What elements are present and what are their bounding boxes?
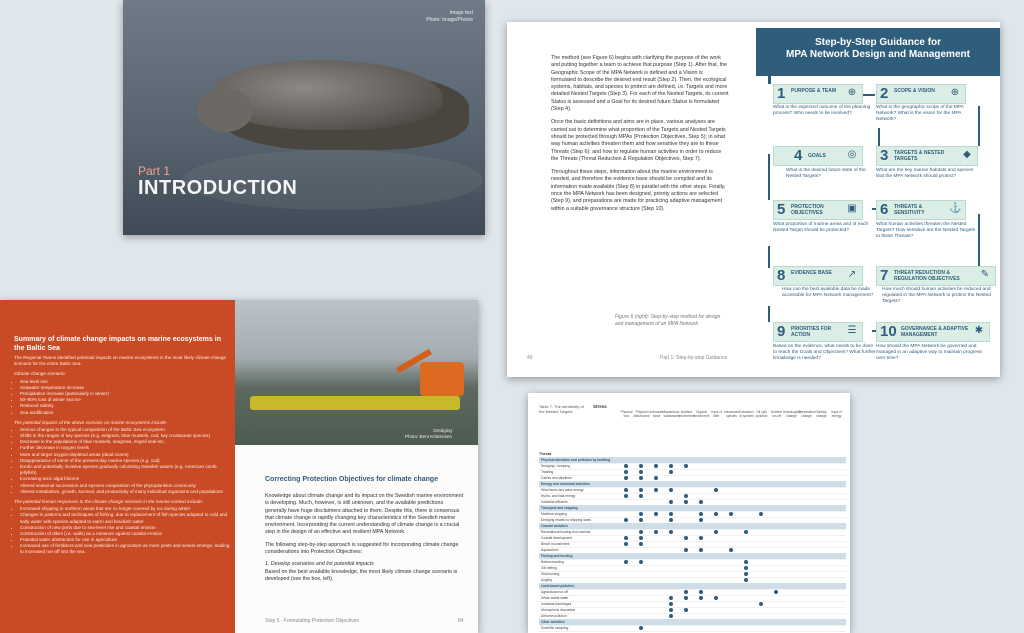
guidance-page <box>507 22 1000 377</box>
step-4-box <box>773 146 863 166</box>
scenario-heading: Climate change scenario: <box>14 371 66 377</box>
step-number: 2 <box>880 85 889 102</box>
sensitivity-dot <box>684 500 688 504</box>
sensitivity-dot <box>654 512 658 516</box>
list-item: • Potential water abstraction for use in agriculture <box>20 537 232 543</box>
impacts-heading: The potential impacts of the above scenario on marine ecosystems include: <box>14 419 168 425</box>
sensitivity-dot <box>669 530 673 534</box>
sensitivity-dot <box>684 596 688 600</box>
column-header: Salinity change <box>816 410 827 418</box>
sensitivity-dot <box>639 476 643 480</box>
sensitivity-dot <box>669 470 673 474</box>
column-header: Hazardous substances <box>663 410 680 418</box>
step-1-box <box>773 84 863 104</box>
column-header: Temperature change <box>798 410 816 418</box>
sensitivity-dot <box>684 548 688 552</box>
column-header: Organic enrichment <box>693 410 710 418</box>
sensitivity-dot <box>624 560 628 564</box>
fish-icon: ◆ <box>963 149 971 160</box>
sensitivity-dot <box>714 530 718 534</box>
anchor-icon: ⚓ <box>949 203 962 214</box>
sensitivity-dot <box>639 488 643 492</box>
column-header: Hydrological change <box>783 410 801 418</box>
list-item: • Construction of new ports due to sea-level rise and coastal erosion <box>20 525 232 531</box>
chart-icon: ↗ <box>847 269 857 280</box>
sensitivity-dot <box>699 512 703 516</box>
step-2-box <box>876 84 966 104</box>
step-3-box <box>876 146 978 166</box>
footer-section: Part 1: Step-by-step Guidance <box>660 355 728 361</box>
step-label: PROTECTION OBJECTIVES <box>791 204 824 216</box>
row-label: Coastal development <box>541 536 572 540</box>
sensitivity-dot <box>714 596 718 600</box>
row-label: Angling <box>541 578 552 582</box>
step-label: EVIDENCE BASE <box>791 270 832 276</box>
list-item: • Increased use of fertilizers and new pesticides in agriculture as more pests and weeds emerge, leading to increased run-off into the sea <box>20 543 232 555</box>
flow-connector <box>878 128 880 146</box>
photo-credit-line: Photo: Bent Kristensen <box>405 433 452 439</box>
list-item: • Sea-level rise <box>20 379 232 385</box>
step-question: What is the expected outcome of the planning process? Who needs to be involved? <box>773 105 871 117</box>
sensitivity-dot <box>624 518 628 522</box>
impacts-list <box>14 427 232 495</box>
stress-label: Stress <box>593 404 607 409</box>
list-item: • Disappearance of some of the present-day marine species (e.g. cod) <box>20 458 232 464</box>
photo-credit-line: Image text <box>449 10 473 16</box>
row-label: Physical alteration and pollution by building <box>541 458 611 462</box>
list-item: • Changes in patterns and techniques of fishing, due to replacement of fish species adapted to cold and salty water with species adapted to warm and brackish water <box>20 512 232 524</box>
sensitivity-dot <box>684 590 688 594</box>
sensitivity-dot <box>714 488 718 492</box>
list-item: • Shifts in the ranges of key species (e.g. eelgrass, blue mussels, cod, key crustacean species) <box>20 433 232 439</box>
step-question: What proportion of marine areas and of each Nested Target should be protected? <box>773 222 869 234</box>
climate-page <box>0 300 478 633</box>
sensitivity-dot <box>714 512 718 516</box>
part-label: Part 1 <box>138 164 171 178</box>
globe-icon: ⊕ <box>950 87 960 98</box>
list-item: • Altered seasonal succession and species composition of the phytoplankton community <box>20 483 232 489</box>
step-5-box <box>773 200 863 220</box>
box-text <box>14 355 232 556</box>
section-body <box>265 493 465 588</box>
hammer-icon: ✎ <box>980 269 990 280</box>
step-label: PRIORITIES FOR ACTION <box>791 326 832 338</box>
list-item: • Serious changes in the typical composition of the Baltic Sea ecosystem <box>20 427 232 433</box>
photo-credit <box>426 10 473 23</box>
sensitivity-dot <box>654 476 658 480</box>
panel-header <box>756 28 1000 76</box>
sensitivity-dot <box>639 470 643 474</box>
column-header: Physical disturbance <box>633 410 650 418</box>
row-label: Fishing and hunting <box>541 554 573 558</box>
panel-title-line: MPA Network Design and Management <box>786 49 970 60</box>
row-label: Beach nourishment <box>541 542 570 546</box>
sensitivity-dot <box>684 494 688 498</box>
sensitivity-dot <box>654 488 658 492</box>
goal-icon: ◎ <box>847 149 857 160</box>
seal-head <box>197 88 253 132</box>
photo-credit <box>405 428 452 439</box>
sensitivity-dot <box>624 470 628 474</box>
intro-title: INTRODUCTION <box>138 177 298 199</box>
flow-connector <box>768 76 771 84</box>
sensitivity-dot <box>744 566 748 570</box>
sensitivity-dot <box>624 464 628 468</box>
body-paragraph: Knowledge about climate change and its impact on the Swedish marine environment is developing. Much, however, is still unknown, and the available predictions generally have huge disclaimers attached to them. Despite this, there is consensus that climate change is rapidly changing key characteristics of the Swedish marine environment. Incorporating the current understanding of climate change is a crucial step in the design of an effective and resilient MPA Network. <box>265 493 464 536</box>
step-question: How much should human activities be reduced and regulated in the MPA Network to protect the Nested Targets? <box>882 287 991 305</box>
column-header: Introduced species <box>723 410 740 418</box>
row-label: Aquaculture <box>541 548 559 552</box>
intro-page <box>123 0 485 235</box>
sensitivity-dot <box>669 512 673 516</box>
sensitivity-dot <box>639 512 643 516</box>
row-label: Other activities <box>541 620 565 624</box>
sensitivity-dot <box>639 560 643 564</box>
flow-connector <box>768 306 770 322</box>
step-number: 8 <box>777 267 786 284</box>
step-10-box <box>876 322 990 342</box>
row-label: Transport and shipping <box>541 506 578 510</box>
panel-title <box>756 37 1000 61</box>
target-icon: ⊕ <box>847 87 857 98</box>
step-number: 3 <box>880 147 889 164</box>
row-label: Atmospheric deposition <box>541 608 576 612</box>
sensitivity-dot <box>759 512 763 516</box>
sensitivity-dot <box>669 488 673 492</box>
list-item: • Further decrease in oxygen levels <box>20 445 232 451</box>
step-number: 10 <box>880 323 897 340</box>
list-item: • Exotic and potentially invasive species gradually colonising Swedish waters (e.g. American comb jellyfish) <box>20 464 232 476</box>
step-6-box <box>876 200 966 220</box>
step-label: THREATS & SENSITIVITY <box>894 204 925 216</box>
list-item: • Precipitation increase (particularly in winter) <box>20 391 232 397</box>
column-header: Input of energy <box>831 410 842 418</box>
table-page <box>528 393 850 633</box>
list-item: • More and larger oxygen-depleted areas (dead zones) <box>20 452 232 458</box>
row-label: Hydro- and tidal energy <box>541 494 576 498</box>
list-item: • Seawater temperature increase <box>20 385 232 391</box>
step-8-box <box>773 266 863 286</box>
row-label: Scientific sampling <box>541 626 569 630</box>
sensitivity-dot <box>669 614 673 618</box>
step-number: 6 <box>880 201 889 218</box>
figure-caption: Figure 6 (right): Step-by-step method for design and management of an MPA Network. <box>615 314 721 327</box>
sensitivity-dot <box>759 602 763 606</box>
sensitivity-dot <box>654 464 658 468</box>
sensitivity-dot <box>669 608 673 612</box>
step-question: How should the MPA Network be governed and managed in an adaptive way to maintain progress over time? <box>876 344 982 362</box>
body-paragraph: Once the basic definitions and aims are in place, various analyses are carried out to determine what proportion of the Targets and Nested Targets should be protected through MPAs (Protection Objectives, Step 5); in what way human activities threaten them and how sensitive they are to these Threats (Step 6); and how to regulate human activities in order to reduce the Threats (Threat Reduction & Regulation Objectives, Step 7). <box>551 119 726 162</box>
sensitivity-dot <box>639 542 643 546</box>
step-question: What human activities threaten the Nested Targets? How sensitive are the Nested Targets to these Threats? <box>876 222 976 240</box>
excavator <box>420 362 464 396</box>
sensitivity-dot <box>624 494 628 498</box>
sensitivity-dot <box>639 536 643 540</box>
photo-credit-line: Photo: Image/Photos <box>426 16 473 23</box>
step-number: 4 <box>794 147 803 164</box>
flow-connector <box>863 94 875 96</box>
step-question: What are the key marine habitats and species that the MPA Network should protect? <box>876 168 974 180</box>
step-question: What is the desired future state of the Nested Targets? <box>786 168 866 180</box>
list-item: • Increased shipping in northern areas that are no longer covered by ice during winter <box>20 506 232 512</box>
guidance-body <box>551 55 729 219</box>
sensitivity-dot <box>684 608 688 612</box>
sensitivity-dot <box>729 548 733 552</box>
box-title: Summary of climate change impacts on marine ecosystems in the Baltic Sea <box>14 336 221 352</box>
sensitivity-dot <box>684 536 688 540</box>
row-label: Dredging related to shipping lanes <box>541 518 592 522</box>
sensitivity-dot <box>624 476 628 480</box>
row-label: Dredging / dumping <box>541 464 570 468</box>
row-label: Cables and pipelines <box>541 476 572 480</box>
sensitivity-dot <box>639 518 643 522</box>
list-item: • Sea acidification <box>20 410 232 416</box>
flow-connector <box>768 246 770 268</box>
responses-heading: The potential human responses to the climate change scenario in the marine context include: <box>14 498 203 504</box>
row-label: Industrial effluents <box>541 500 568 504</box>
step-label: THREAT REDUCTION & REGULATION OBJECTIVES <box>894 270 960 282</box>
step-7-box <box>876 266 996 286</box>
row-label: Gill netting <box>541 566 557 570</box>
flow-connector <box>768 154 770 200</box>
step-question: What is the geographic scope of the MPA Network? What is the vision for the MPA Network? <box>876 105 964 123</box>
column-header: Extraction of species <box>739 410 754 418</box>
row-label: Bottom trawling <box>541 560 564 564</box>
row-label: Recreational boating and marinas <box>541 530 591 534</box>
sensitivity-dot <box>744 560 748 564</box>
list-item: • Reduced salinity <box>20 403 232 409</box>
row-label: Urban waste water <box>541 596 569 600</box>
sensitivity-dot <box>699 518 703 522</box>
body-paragraph: Throughout these steps, information about the marine environment is needed, and therefore the evidence base should be compiled and its information made available (Step 8) in parallel with the other steps. Finally, once the MPA Network has been designed, priority actions are selected (Step 9), and preparations are made for practicing adaptive management within a suitable governance structure (Step 10). <box>551 169 726 212</box>
step-label: GOVERNANCE & ADAPTIVE MANAGEMENT <box>901 326 969 338</box>
step-label: SCOPE & VISION <box>894 88 935 94</box>
row-label: Industrial discharges <box>541 602 572 606</box>
step-number: 7 <box>880 267 889 284</box>
sensitivity-dot <box>639 530 643 534</box>
barge <box>250 396 460 410</box>
step-label: TARGETS & NESTED TARGETS <box>894 150 945 162</box>
row-label: Agricultural run-off <box>541 590 568 594</box>
sensitivity-dot <box>669 464 673 468</box>
body-paragraph: The following step-by-step approach is suggested for incorporating climate change considerations into Protection Objectives: <box>265 541 459 556</box>
sensitivity-dot <box>699 536 703 540</box>
row-label: Energy and industrial activities <box>541 482 590 486</box>
table-row <box>539 625 846 632</box>
step-question: How can the best available data be made accessible for MPA Network management? <box>782 287 874 299</box>
column-header: Nutrient run-off <box>770 410 783 418</box>
column-header: Input of litter <box>711 410 722 418</box>
sensitivity-dot <box>669 500 673 504</box>
sensitivity-dot <box>699 596 703 600</box>
step-panel <box>756 28 1000 377</box>
step-number: 9 <box>777 323 786 340</box>
sensitivity-dot <box>669 602 673 606</box>
body-paragraph: Based on the best available knowledge, the most likely climate change scenario is developed (see the box, left). <box>265 568 458 582</box>
body-subheading: 1. Develop scenarios and list potential impacts <box>265 561 374 568</box>
step-label: PURPOSE & TEAM <box>791 88 837 94</box>
column-header: Physical loss <box>620 410 633 418</box>
row-label: Wind farms and wave energy <box>541 488 584 492</box>
page-number: 40 <box>527 355 533 361</box>
sensitivity-dot <box>729 512 733 516</box>
step-label: GOALS <box>808 153 826 159</box>
table-caption: Table 7: The sensitivity of the Nested Targets <box>539 404 584 415</box>
row-label: Maritime shipping <box>541 512 567 516</box>
list-item: • Decrease in the populations of blue mussels, seagrass, ringed seal etc. <box>20 439 232 445</box>
step-question: Based on the evidence, what needs to be done to reach the Goals and Objectives? What further knowledge is needed? <box>773 344 876 362</box>
step-number: 1 <box>777 85 786 102</box>
sensitivity-dot <box>744 572 748 576</box>
protection-icon: ▣ <box>847 203 857 214</box>
column-header: Oil spill pollution <box>755 410 768 418</box>
section-title: Correcting Protection Objectives for climate change <box>265 476 439 483</box>
box-intro: The Regional Teams identified potential impacts on marine ecosystems in the most likely climate change scenario for the entire Baltic Sea. <box>14 355 227 367</box>
step-number: 5 <box>777 201 786 218</box>
sensitivity-dot <box>654 530 658 534</box>
panel-title-line: Step-by-Step Guidance for <box>814 37 942 48</box>
list-icon: ☰ <box>847 325 857 336</box>
footer-section: Step 5 · Formulating Protection Objectives <box>265 618 359 624</box>
column-header: Nutrient enrichment <box>678 410 695 418</box>
sensitivity-dot <box>699 548 703 552</box>
sensitivity-dot <box>744 578 748 582</box>
sensitivity-dot <box>699 500 703 504</box>
gear-icon: ✱ <box>974 325 984 336</box>
row-label: Land-based pollution <box>541 584 575 588</box>
sensitivity-dot <box>744 530 748 534</box>
sensitivity-dot <box>624 542 628 546</box>
row-label: Coastal activities <box>541 524 568 528</box>
sensitivity-dot <box>774 590 778 594</box>
row-label: Seal hunting <box>541 572 560 576</box>
body-paragraph: The method (see Figure 6) begins with clarifying the purpose of the work and putting together a team to achieve that purpose (Step 1). After that, the Geographic Scope of the MPA Network is defined and a Vision is formulated to describe the desired end result (Step 2). Then, the ecological systems, habitats, and species to protect are defined, i.e. Targets and more detailed Nested Targets (Step 3). For each of the Nested Targets, its current Status is assessed and a Goal for its desired future Status is formulated (Step 4). <box>551 55 729 113</box>
sensitivity-dot <box>639 464 643 468</box>
sensitivity-dot <box>624 488 628 492</box>
row-label: Trawling <box>541 470 554 474</box>
responses-list <box>14 506 232 556</box>
sensitivity-dot <box>639 626 643 630</box>
scenario-list <box>14 379 232 416</box>
list-item: • Altered metabolism, growth, survival, and productivity of many individual organisms and populations <box>20 489 232 495</box>
sensitivity-dot <box>684 464 688 468</box>
column-header: Underwater noise <box>648 410 665 418</box>
page-number: 84 <box>458 618 464 624</box>
row-label: Airborne pollution <box>541 614 567 618</box>
sensitivity-dot <box>699 590 703 594</box>
list-item: • Increasing toxic algal blooms <box>20 476 232 482</box>
list-item: • 50–80% loss of winter sea ice <box>20 397 232 403</box>
step-9-box <box>773 322 863 342</box>
threat-label: Threat <box>539 451 552 456</box>
sensitivity-dot <box>669 596 673 600</box>
sensitivity-dot <box>669 518 673 522</box>
list-item: • Construction of dikes (i.e. walls) as a measure against coastal erosion <box>20 531 232 537</box>
sensitivity-dot <box>624 536 628 540</box>
photo-credit-line: Dredging <box>433 428 452 433</box>
sensitivity-dot <box>639 494 643 498</box>
